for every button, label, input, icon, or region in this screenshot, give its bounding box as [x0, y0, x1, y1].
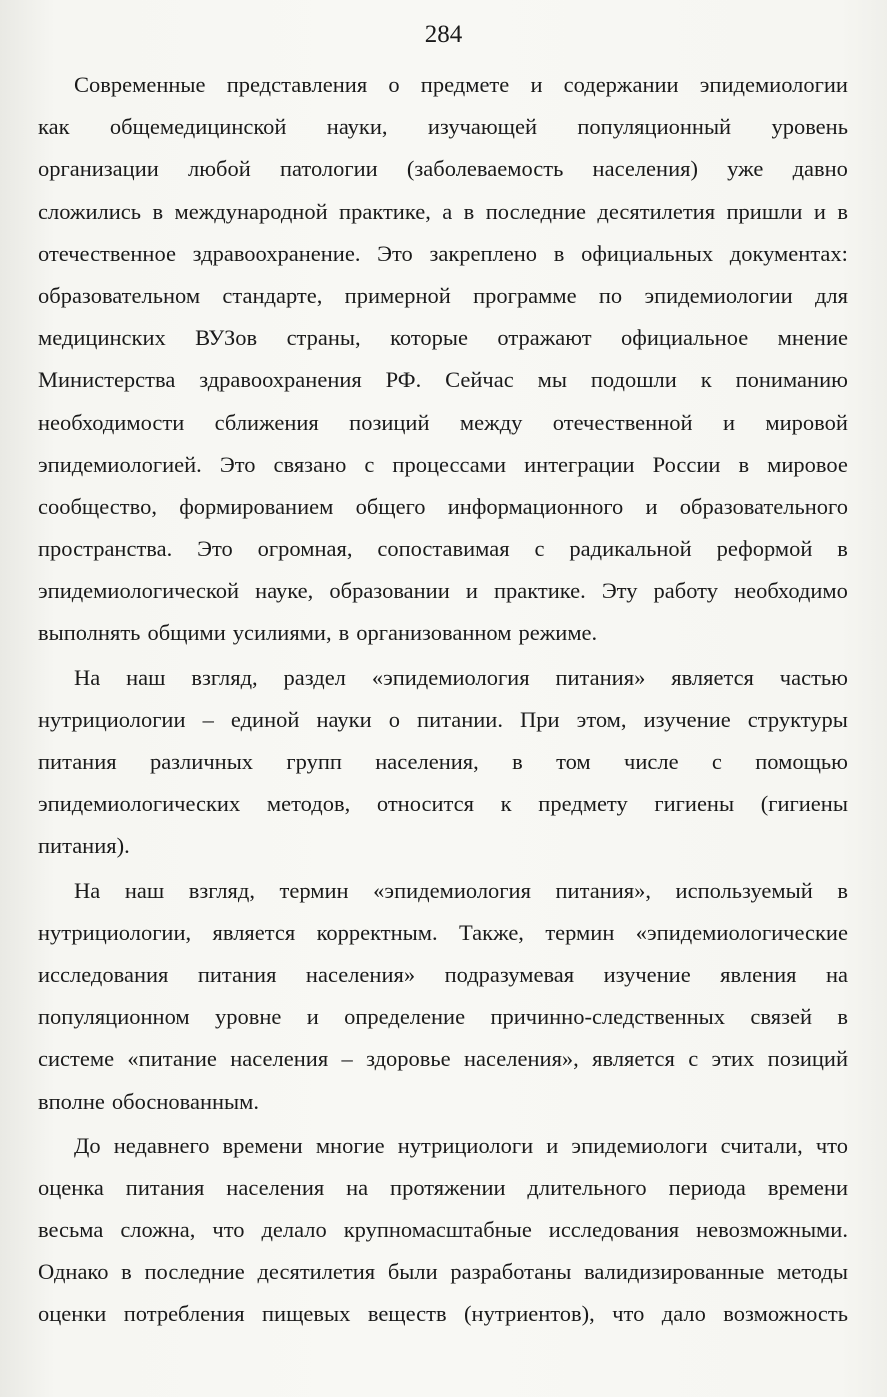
text-line: питания).	[38, 833, 130, 859]
text-line: питания различных групп населения, в том числе с помощью	[38, 749, 848, 774]
text-line: необходимости сближения позиций между отечественной и мировой	[38, 409, 848, 435]
text-line: эпидемиологической науке, образовании и практике. Эту работу необходимо	[38, 578, 848, 604]
text-line: исследования питания населения» подразумевая изучение явления на	[38, 961, 848, 987]
text-line: как общемедицинской науки, изучающей популяционный уровень	[38, 114, 848, 140]
text-line: пространства. Это огромная, сопоставимая с радикальной реформой в	[38, 536, 848, 562]
text-line: сложились в международной практике, а в последние десятилетия пришли и в	[38, 198, 848, 224]
paragraph	[38, 1125, 848, 1336]
text-line: На наш взгляд, раздел «эпидемиология питания» является частью	[74, 664, 848, 690]
text-line: образовательном стандарте, примерной программе по эпидемиологии для	[38, 282, 848, 308]
paragraph	[38, 870, 848, 1123]
text-line: оценки потребления пищевых веществ (нутриентов), что дало возможность	[38, 1301, 848, 1327]
text-line: нутрициологии, является корректным. Также, термин «эпидемиологические	[38, 919, 848, 945]
text-line: вполне обоснованным.	[38, 1088, 260, 1114]
text-line: Современные представления о предмете и содержании эпидемиологии	[74, 72, 848, 97]
text-line: эпидемиологических методов, относится к предмету гигиены (гигиены	[38, 791, 848, 817]
text-line: системе «питание населения – здоровье населения», является с этих позиций	[38, 1046, 848, 1072]
text-line: Однако в последние десятилетия были разработаны валидизированные методы	[38, 1259, 848, 1285]
text-line: Министерства здравоохранения РФ. Сейчас мы подошли к пониманию	[38, 367, 848, 393]
paragraph	[38, 657, 848, 868]
text-line: До недавнего времени многие нутрициологи и эпидемиологи считали, что	[74, 1132, 848, 1158]
body-text	[38, 64, 848, 1338]
text-line: На наш взгляд, термин «эпидемиология питания», используемый в	[74, 877, 848, 903]
text-line: организации любой патологии (заболеваемость населения) уже давно	[38, 156, 848, 182]
text-line: нутрициологии – единой науки о питании. При этом, изучение структуры	[38, 706, 848, 732]
page-number: 284	[424, 21, 463, 48]
text-line: отечественное здравоохранение. Это закреплено в официальных документах:	[38, 240, 848, 266]
paragraph	[38, 64, 848, 655]
text-line: выполнять общими усилиями, в организованном режиме.	[38, 620, 598, 646]
text-line: весьма сложна, что делало крупномасштабные исследования невозможными.	[38, 1217, 848, 1243]
text-line: популяционном уровне и определение причинно-следственных связей в	[38, 1004, 848, 1030]
text-line: медицинских ВУЗов страны, которые отражают официальное мнение	[38, 325, 848, 351]
text-line: эпидемиологией. Это связано с процессами интеграции России в мировое	[38, 451, 848, 477]
text-line: сообщество, формированием общего информационного и образовательного	[38, 493, 848, 519]
text-line: оценка питания населения на протяжении длительного периода времени	[38, 1174, 848, 1200]
